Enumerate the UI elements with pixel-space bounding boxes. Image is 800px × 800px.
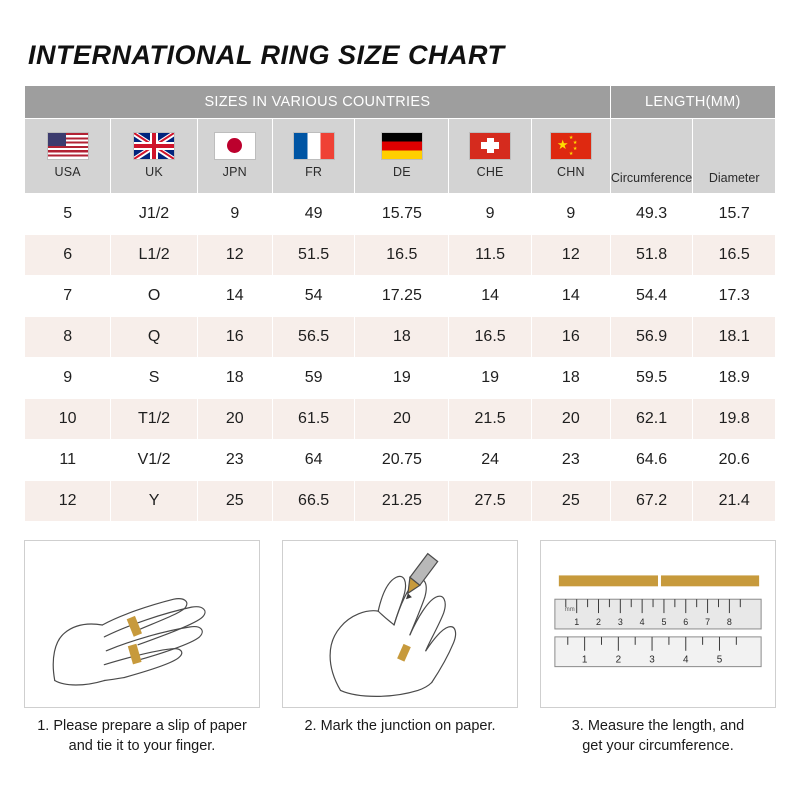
cell-de: 16.5 bbox=[355, 235, 449, 276]
cell-diameter: 19.8 bbox=[693, 399, 776, 440]
table-row bbox=[25, 235, 776, 276]
column-label-usa: USA bbox=[54, 164, 81, 179]
cell-chn: 20 bbox=[531, 399, 610, 440]
column-label-che: CHE bbox=[476, 164, 504, 179]
cell-uk: Q bbox=[111, 317, 197, 358]
table-row bbox=[25, 481, 776, 522]
svg-text:4: 4 bbox=[683, 654, 689, 666]
cell-usa: 12 bbox=[25, 481, 111, 522]
cell-uk: V1/2 bbox=[111, 440, 197, 481]
cell-uk: Y bbox=[111, 481, 197, 522]
cell-che: 16.5 bbox=[449, 317, 532, 358]
column-header-usa bbox=[25, 119, 111, 194]
column-header-uk bbox=[111, 119, 197, 194]
cell-usa: 10 bbox=[25, 399, 111, 440]
svg-text:4: 4 bbox=[639, 616, 645, 627]
step-3-caption-line1: 3. Measure the length, and bbox=[571, 718, 745, 734]
cell-usa: 8 bbox=[25, 317, 111, 358]
column-label-uk: UK bbox=[145, 164, 163, 179]
column-header-diameter: Diameter bbox=[693, 119, 776, 194]
cell-chn: 14 bbox=[531, 276, 610, 317]
column-header-fr bbox=[272, 119, 355, 194]
column-header-che bbox=[449, 119, 532, 194]
flag-switzerland-icon bbox=[469, 132, 511, 160]
svg-text:2: 2 bbox=[615, 654, 622, 666]
cell-jpn: 23 bbox=[197, 440, 272, 481]
column-label-chn: CHN bbox=[556, 164, 585, 179]
group-header-length: LENGTH(MM) bbox=[610, 86, 775, 119]
cell-de: 21.25 bbox=[355, 481, 449, 522]
cell-fr: 49 bbox=[272, 194, 355, 235]
column-header-jpn bbox=[197, 119, 272, 194]
cell-de: 20 bbox=[355, 399, 449, 440]
hand-with-paper-strip-illustration bbox=[24, 540, 260, 708]
cell-fr: 56.5 bbox=[272, 317, 355, 358]
cell-jpn: 20 bbox=[197, 399, 272, 440]
cell-usa: 5 bbox=[25, 194, 111, 235]
table-row bbox=[25, 440, 776, 481]
step-3 bbox=[540, 540, 776, 756]
column-header-de bbox=[355, 119, 449, 194]
table-flag-header-row bbox=[25, 119, 776, 194]
cell-che: 24 bbox=[449, 440, 532, 481]
cell-diameter: 21.4 bbox=[693, 481, 776, 522]
cell-de: 18 bbox=[355, 317, 449, 358]
cell-circumference: 62.1 bbox=[610, 399, 693, 440]
cell-chn: 18 bbox=[531, 358, 610, 399]
cell-fr: 64 bbox=[272, 440, 355, 481]
cell-che: 27.5 bbox=[449, 481, 532, 522]
column-label-jpn: JPN bbox=[222, 164, 247, 179]
cell-uk: O bbox=[111, 276, 197, 317]
column-label-fr: FR bbox=[305, 164, 323, 179]
svg-text:mm: mm bbox=[564, 607, 575, 614]
table-row bbox=[25, 276, 776, 317]
cell-chn: 16 bbox=[531, 317, 610, 358]
cell-jpn: 25 bbox=[197, 481, 272, 522]
cell-uk: S bbox=[111, 358, 197, 399]
column-header-circumference: Circumference bbox=[610, 119, 693, 194]
cell-jpn: 18 bbox=[197, 358, 272, 399]
cell-diameter: 18.9 bbox=[693, 358, 776, 399]
cell-usa: 6 bbox=[25, 235, 111, 276]
page-title: INTERNATIONAL RING SIZE CHART bbox=[28, 40, 505, 70]
svg-text:6: 6 bbox=[683, 616, 689, 627]
cell-fr: 51.5 bbox=[272, 235, 355, 276]
cell-jpn: 16 bbox=[197, 317, 272, 358]
column-header-chn bbox=[531, 119, 610, 194]
table-row bbox=[25, 399, 776, 440]
hand-marking-paper-with-pen-illustration bbox=[282, 540, 518, 708]
cell-de: 19 bbox=[355, 358, 449, 399]
cell-circumference: 64.6 bbox=[610, 440, 693, 481]
cell-chn: 25 bbox=[531, 481, 610, 522]
cell-circumference: 56.9 bbox=[610, 317, 693, 358]
flag-uk-icon bbox=[133, 132, 175, 160]
cell-circumference: 59.5 bbox=[610, 358, 693, 399]
step-3-caption bbox=[540, 708, 776, 756]
svg-text:3: 3 bbox=[649, 654, 655, 666]
cell-usa: 7 bbox=[25, 276, 111, 317]
cell-diameter: 15.7 bbox=[693, 194, 776, 235]
step-1-caption bbox=[24, 708, 260, 756]
cell-chn: 23 bbox=[531, 440, 610, 481]
flag-japan-icon bbox=[214, 132, 256, 160]
step-2 bbox=[282, 540, 518, 756]
cell-che: 21.5 bbox=[449, 399, 532, 440]
cell-usa: 11 bbox=[25, 440, 111, 481]
cell-de: 17.25 bbox=[355, 276, 449, 317]
step-2-caption bbox=[282, 708, 518, 737]
flag-france-icon bbox=[293, 132, 335, 160]
cell-circumference: 51.8 bbox=[610, 235, 693, 276]
step-2-caption-line1: 2. Mark the junction on paper. bbox=[304, 718, 496, 734]
cell-circumference: 54.4 bbox=[610, 276, 693, 317]
cell-circumference: 49.3 bbox=[610, 194, 693, 235]
cell-fr: 54 bbox=[272, 276, 355, 317]
cell-uk: J1/2 bbox=[111, 194, 197, 235]
cell-uk: T1/2 bbox=[111, 399, 197, 440]
cell-fr: 66.5 bbox=[272, 481, 355, 522]
cell-diameter: 17.3 bbox=[693, 276, 776, 317]
flag-germany-icon bbox=[381, 132, 423, 160]
cell-usa: 9 bbox=[25, 358, 111, 399]
step-1 bbox=[24, 540, 260, 756]
cell-diameter: 20.6 bbox=[693, 440, 776, 481]
cell-che: 9 bbox=[449, 194, 532, 235]
svg-text:1: 1 bbox=[574, 616, 580, 627]
cell-jpn: 14 bbox=[197, 276, 272, 317]
cell-uk: L1/2 bbox=[111, 235, 197, 276]
cell-jpn: 9 bbox=[197, 194, 272, 235]
svg-text:7: 7 bbox=[705, 616, 711, 627]
step-1-caption-line1: 1. Please prepare a slip of paper bbox=[37, 718, 247, 734]
step-1-caption-line2: and tie it to your finger. bbox=[68, 737, 216, 754]
svg-text:1: 1 bbox=[581, 654, 588, 666]
cell-jpn: 12 bbox=[197, 235, 272, 276]
svg-text:2: 2 bbox=[596, 616, 601, 627]
cell-circumference: 67.2 bbox=[610, 481, 693, 522]
cell-diameter: 16.5 bbox=[693, 235, 776, 276]
table-row bbox=[25, 317, 776, 358]
column-label-de: DE bbox=[392, 164, 411, 179]
ring-size-table bbox=[24, 85, 776, 522]
svg-text:8: 8 bbox=[726, 616, 732, 627]
svg-text:5: 5 bbox=[716, 654, 723, 666]
cell-che: 11.5 bbox=[449, 235, 532, 276]
group-header-sizes: SIZES IN VARIOUS COUNTRIES bbox=[25, 86, 611, 119]
ruler-measuring-paper-strip-illustration bbox=[540, 540, 776, 708]
cell-chn: 9 bbox=[531, 194, 610, 235]
step-3-caption-line2: get your circumference. bbox=[582, 737, 734, 754]
cell-fr: 59 bbox=[272, 358, 355, 399]
cell-de: 15.75 bbox=[355, 194, 449, 235]
measurement-steps bbox=[24, 540, 776, 756]
cell-diameter: 18.1 bbox=[693, 317, 776, 358]
cell-che: 14 bbox=[449, 276, 532, 317]
table-group-header-row bbox=[25, 86, 776, 119]
svg-text:5: 5 bbox=[661, 616, 667, 627]
table-body bbox=[25, 194, 776, 522]
cell-che: 19 bbox=[449, 358, 532, 399]
svg-text:3: 3 bbox=[617, 616, 623, 627]
cell-fr: 61.5 bbox=[272, 399, 355, 440]
flag-usa-icon bbox=[47, 132, 89, 160]
cell-chn: 12 bbox=[531, 235, 610, 276]
cell-de: 20.75 bbox=[355, 440, 449, 481]
table-row bbox=[25, 358, 776, 399]
flag-china-icon: ★ ★ ★ ★ ★ bbox=[550, 132, 592, 160]
table-row bbox=[25, 194, 776, 235]
